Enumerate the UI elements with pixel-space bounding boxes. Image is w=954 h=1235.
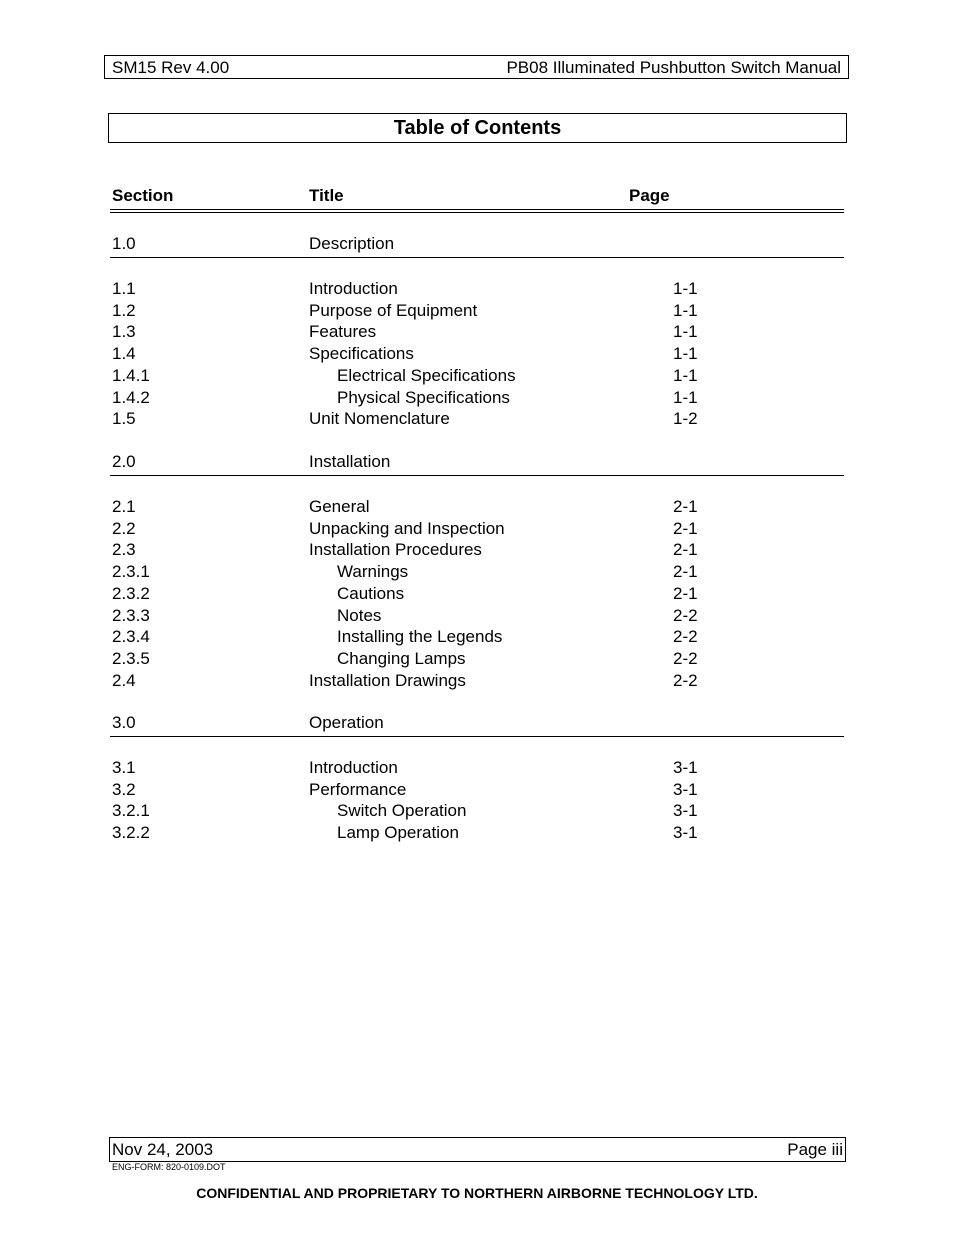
toc-entry (0, 801, 954, 823)
confidential-notice: CONFIDENTIAL AND PROPRIETARY TO NORTHERN AIRBORNE TECHNOLOGY LTD. (196, 1185, 758, 1201)
entry-page: 1-2 (673, 409, 698, 429)
entry-title: Installing the Legends (337, 627, 503, 647)
entry-number: 2.3.3 (112, 605, 150, 625)
entry-page: 3-1 (673, 758, 698, 777)
entry-page: 2-1 (673, 497, 698, 516)
entry-title: Unpacking and Inspection (309, 518, 505, 538)
entry-title: Warnings (337, 562, 409, 582)
page-footer (109, 1137, 846, 1162)
toc-entry (0, 540, 954, 562)
entry-page: 2-2 (673, 627, 698, 647)
entry-number: 2.3.4 (112, 627, 150, 647)
entry-page: 1-1 (673, 344, 698, 364)
entry-number: 2.3 (112, 540, 136, 560)
entry-title: Introduction (309, 279, 398, 298)
toc-entry (0, 279, 954, 301)
footer-page-number: Page iii (787, 1140, 843, 1159)
entry-title: Electrical Specifications (337, 365, 516, 385)
entry-title: Purpose of Equipment (309, 300, 478, 320)
entry-page: 2-2 (673, 605, 698, 625)
entry-title: Installation Drawings (309, 670, 466, 690)
entry-title: Features (309, 322, 377, 342)
entry-title: Unit Nomenclature (309, 409, 450, 429)
toc-entry (0, 584, 954, 606)
header-rule-bottom (110, 212, 844, 213)
toc-entry (0, 627, 954, 649)
toc-entry (0, 344, 954, 366)
entry-page: 2-2 (673, 648, 698, 668)
entry-number: 2.3.5 (112, 648, 150, 668)
group-rule (110, 475, 844, 476)
entry-title: Introduction (309, 758, 398, 777)
entry-number: 2.4 (112, 670, 136, 690)
entry-page: 3-1 (673, 823, 698, 843)
entry-title: Changing Lamps (337, 648, 466, 668)
entry-number: 2.3.2 (112, 583, 150, 603)
entry-title: Installation Procedures (309, 540, 482, 560)
toc-entry (0, 780, 954, 802)
toc-entry (0, 649, 954, 671)
entry-title: Lamp Operation (337, 823, 459, 843)
entry-page: 2-1 (673, 583, 698, 603)
entry-number: 1.4 (112, 344, 136, 364)
toc-entry (0, 671, 954, 693)
entry-number: 3.2.2 (112, 823, 150, 843)
col-header-title: Title (309, 186, 344, 205)
entry-number: 1.5 (112, 409, 136, 429)
entry-number: 2.3.1 (112, 562, 150, 582)
entry-title: Specifications (309, 344, 414, 364)
entry-title: Switch Operation (337, 801, 467, 821)
entry-number: 1.4.2 (112, 387, 150, 407)
toc-entry (0, 519, 954, 541)
group-rule (110, 736, 844, 737)
entry-title: Physical Specifications (337, 387, 510, 407)
footer-date: Nov 24, 2003 (112, 1140, 214, 1159)
entry-number: 1.1 (112, 279, 136, 298)
entry-number: 1.2 (112, 300, 136, 320)
entry-title: Performance (309, 779, 407, 799)
toc-entry (0, 758, 954, 780)
toc-group-heading (0, 234, 954, 256)
section-number: 3.0 (112, 713, 136, 732)
toc-entry (0, 322, 954, 344)
section-title: Description (309, 234, 395, 253)
entry-number: 2.1 (112, 497, 136, 516)
group-rule (110, 257, 844, 258)
toc-group-heading (0, 452, 954, 474)
toc-entry (0, 388, 954, 410)
toc-entry (0, 823, 954, 845)
toc-entry (0, 562, 954, 584)
toc-entry (0, 606, 954, 628)
doc-title: PB08 Illuminated Pushbutton Switch Manual (506, 58, 841, 77)
entry-title: General (309, 497, 370, 516)
entry-page: 3-1 (673, 779, 698, 799)
section-title: Operation (309, 713, 384, 732)
entry-page: 2-1 (673, 518, 698, 538)
entry-number: 2.2 (112, 518, 136, 538)
entry-page: 1-1 (673, 300, 698, 320)
toc-entry (0, 366, 954, 388)
col-header-page: Page (629, 186, 670, 205)
entry-number: 1.4.1 (112, 365, 150, 385)
entry-number: 3.1 (112, 758, 136, 777)
entry-title: Cautions (337, 583, 405, 603)
toc-entry (0, 497, 954, 519)
section-title: Installation (309, 452, 391, 471)
col-header-section: Section (112, 186, 174, 205)
toc-entry (0, 301, 954, 323)
entry-number: 3.2.1 (112, 801, 150, 821)
header-rule-top (110, 209, 844, 210)
entry-page: 3-1 (673, 801, 698, 821)
page-header (104, 55, 849, 79)
entry-number: 1.3 (112, 322, 136, 342)
toc-group-heading (0, 713, 954, 735)
entry-number: 3.2 (112, 779, 136, 799)
entry-page: 2-2 (673, 670, 698, 690)
entry-page: 1-1 (673, 387, 698, 407)
toc-entry (0, 409, 954, 431)
toc-title: Table of Contents (108, 113, 847, 143)
entry-page: 1-1 (673, 279, 698, 298)
entry-page: 1-1 (673, 365, 698, 385)
form-id: ENG-FORM: 820-0109.DOT (112, 1162, 226, 1172)
entry-title: Notes (337, 605, 382, 625)
entry-page: 1-1 (673, 322, 698, 342)
doc-id: SM15 Rev 4.00 (112, 58, 230, 77)
section-number: 1.0 (112, 234, 136, 253)
section-number: 2.0 (112, 452, 136, 471)
entry-page: 2-1 (673, 540, 698, 560)
entry-page: 2-1 (673, 562, 698, 582)
